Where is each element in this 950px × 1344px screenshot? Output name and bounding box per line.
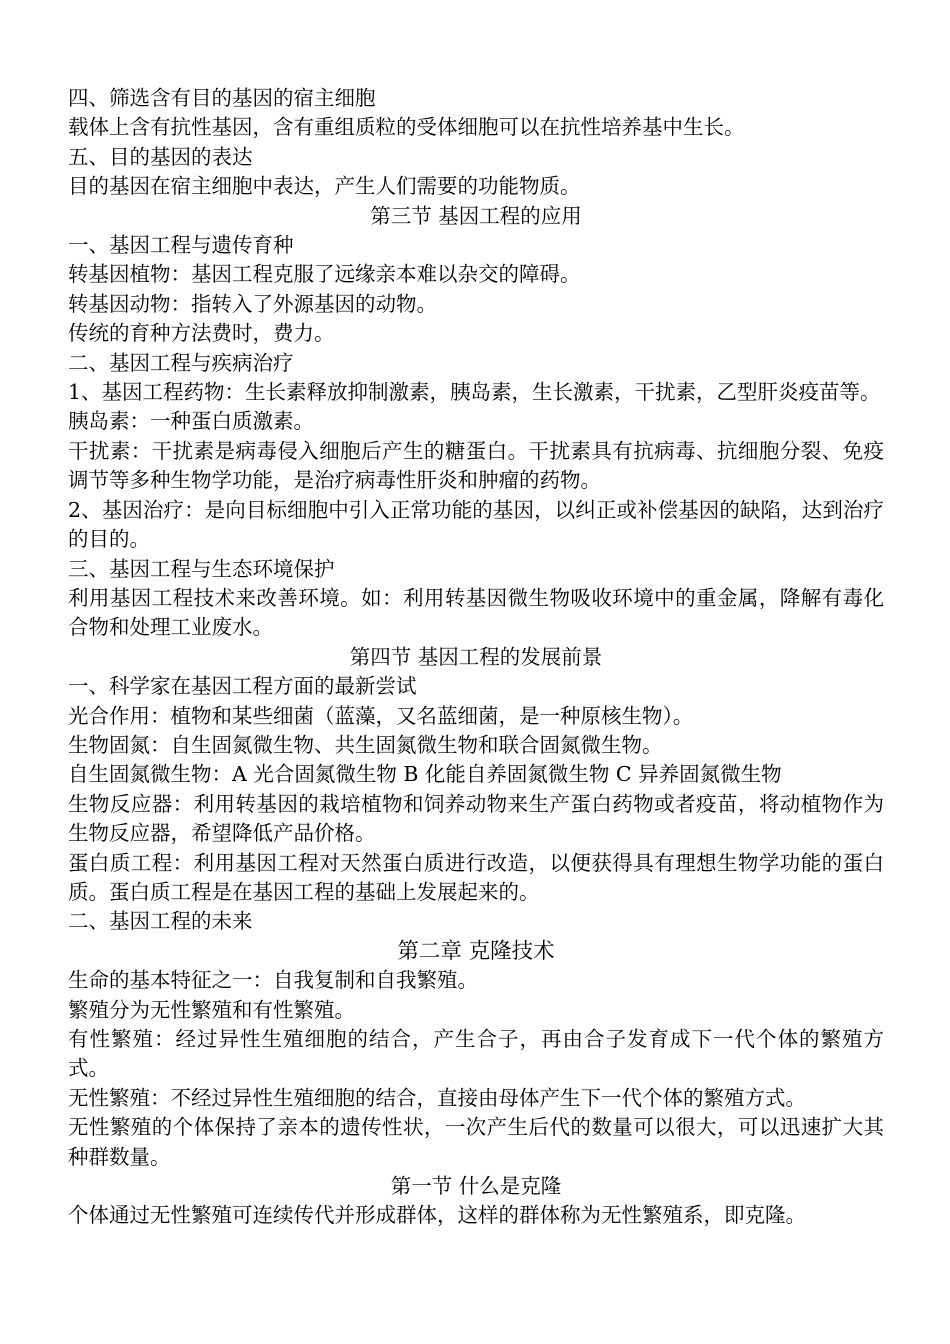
paragraph-free-living-fixers: 自生固氮微生物：A 光合固氮微生物 B 化能自养固氮微生物 C 异养固氮微生物 [68, 762, 782, 787]
paragraph-bioreactor: 生物反应器：利用转基因的栽培植物和饲养动物来生产蛋白药物或者疫苗，将动植物作为生物反应器，希望降低产品价格。 [68, 791, 884, 846]
paragraph-insulin: 胰岛素：一种蛋白质激素。 [68, 409, 314, 434]
section-title-prospects: 第四节 基因工程的发展前景 [349, 644, 603, 669]
paragraph-life-features: 生命的基本特征之一：自我复制和自我繁殖。 [68, 968, 478, 993]
paragraph-environment: 利用基因工程技术来改善环境。如：利用转基因微生物吸收环境中的重金属，降解有毒化合物和处理工业废水。 [68, 585, 884, 640]
paragraph-engineered-drugs: 1、基因工程药物：生长素释放抑制激素，胰岛素，生长激素，干扰素，乙型肝炎疫苗等。 [68, 380, 881, 405]
paragraph-expression: 目的基因在宿主细胞中表达，产生人们需要的功能物质。 [68, 174, 581, 199]
paragraph-transgenic-plants: 转基因植物：基因工程克服了远缘亲本难以杂交的障碍。 [68, 262, 581, 287]
section-heading-breeding: 一、基因工程与遗传育种 [68, 233, 294, 258]
paragraph-sexual-reproduction: 有性繁殖：经过异性生殖细胞的结合，产生合子，再由合子发育成下一代个体的繁殖方式。 [68, 1027, 884, 1081]
paragraph-protein-engineering: 蛋白质工程：利用基因工程对天然蛋白质进行改造，以便获得具有理想生物学功能的蛋白质。蛋白质工程是在基因工程的基础上发展起来的。 [68, 850, 884, 904]
document-page [68, 84, 884, 1231]
section-heading-environment: 三、基因工程与生态环境保护 [68, 556, 335, 581]
paragraph-clone-definition: 个体通过无性繁殖可连续传代并形成群体，这样的群体称为无性繁殖系，即克隆。 [68, 1203, 806, 1228]
section-heading-future: 二、基因工程的未来 [68, 909, 253, 934]
paragraph-reproduction-types: 繁殖分为无性繁殖和有性繁殖。 [68, 997, 355, 1022]
paragraph-gene-therapy: 2、基因治疗：是向目标细胞中引入正常功能的基因，以纠正或补偿基因的缺陷，达到治疗的目的。 [68, 497, 884, 552]
section-heading-disease-treatment: 二、基因工程与疾病治疗 [68, 350, 294, 375]
paragraph-asexual-reproduction: 无性繁殖：不经过异性生殖细胞的结合，直接由母体产生下一代个体的繁殖方式。 [68, 1085, 806, 1110]
paragraph-screening: 载体上含有抗性基因，含有重组质粒的受体细胞可以在抗性培养基中生长。 [68, 115, 745, 140]
section-title-what-is-clone: 第一节 什么是克隆 [390, 1174, 562, 1199]
paragraph-interferon: 干扰素：干扰素是病毒侵入细胞后产生的糖蛋白。干扰素具有抗病毒、抗细胞分裂、免疫调节等多种生物学功能，是治疗病毒性肝炎和肿瘤的药物。 [68, 438, 884, 493]
paragraph-traditional-breeding: 传统的育种方法费时，费力。 [68, 321, 335, 346]
paragraph-nitrogen-fixation: 生物固氮：自生固氮微生物、共生固氮微生物和联合固氮微生物。 [68, 732, 663, 757]
paragraph-transgenic-animals: 转基因动物：指转入了外源基因的动物。 [68, 291, 437, 316]
section-heading-screening: 四、筛选含有目的基因的宿主细胞 [68, 86, 376, 110]
chapter-title-cloning: 第二章 克隆技术 [397, 938, 555, 964]
section-title-applications: 第三节 基因工程的应用 [370, 203, 582, 228]
paragraph-photosynthesis: 光合作用：植物和某些细菌（蓝藻，又名蓝细菌，是一种原核生物）。 [68, 703, 694, 728]
section-heading-latest-attempts: 一、科学家在基因工程方面的最新尝试 [68, 674, 417, 699]
section-heading-expression: 五、目的基因的表达 [68, 144, 253, 169]
paragraph-asexual-traits: 无性繁殖的个体保持了亲本的遗传性状，一次产生后代的数量可以很大，可以迅速扩大其种群数量。 [68, 1115, 884, 1169]
